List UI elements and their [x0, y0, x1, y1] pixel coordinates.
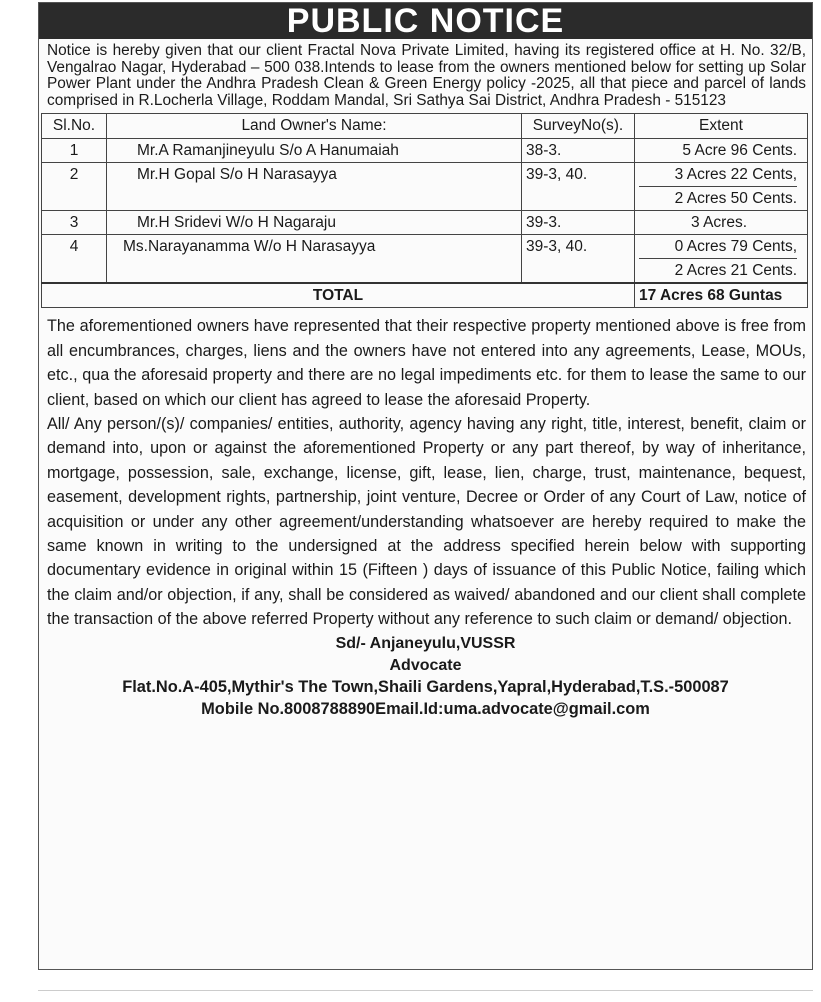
table-row: [42, 235, 808, 284]
cell-extent: [635, 139, 808, 163]
cell-survey-no: 39-3, 40.: [522, 235, 635, 284]
cell-sl-no: 4: [42, 235, 107, 284]
table-row: [42, 211, 808, 235]
extent-line: 3 Acres.: [691, 214, 747, 232]
advocate-address: Flat.No.A-405,Mythir's The Town,Shaili Gardens,Yapral,Hyderabad,T.S.-500087: [122, 677, 729, 696]
notice-title: PUBLIC NOTICE: [39, 3, 812, 39]
signature: Sd/- Anjaneyulu,VUSSR: [335, 634, 516, 652]
extent-line: 3 Acres 22 Cents,: [639, 163, 797, 187]
cell-extent: [635, 211, 808, 235]
table-row: [42, 163, 808, 211]
extent-line: 2 Acres 50 Cents.: [674, 190, 797, 208]
cell-sl-no: 3: [42, 211, 107, 235]
cell-extent: [635, 235, 808, 284]
extent-line: 2 Acres 21 Cents.: [674, 262, 797, 280]
total-label: TOTAL: [42, 283, 635, 308]
cell-survey-no: 39-3, 40.: [522, 163, 635, 211]
representation-paragraph: The aforementioned owners have represented that their respective property mentioned above is free from all encumbrances, charges, liens and the owners have not entered into any agreements, Lease, MOUs, etc., qua the aforesaid property and there are no legal impediments etc. for them to lease the same to our client, based on which our client has agreed to lease the aforesaid Property.: [47, 317, 806, 409]
table-row: [42, 139, 808, 163]
extent-line: 5 Acre 96 Cents.: [682, 142, 797, 160]
claims-paragraph: All/ Any person/(s)/ companies/ entities, authority, agency having any right, title, interest, benefit, claim or demand into, upon or against the aforementioned Property or any part thereof, by way of inheritance, mortgage, possession, sale, exchange, license, gift, lease, lien, charge, trust, maintenance, bequest, easement, development rights, partnership, joint venture, Decree or Order of any Court of Law, notice of acquisition or under any other agreement/understanding whatsoever are hereby required to make the same known in writing to the undersigned at the address specified herein below with supporting documentary evidence in original within 15 (Fifteen ) days of issuance of this Public Notice, failing which the claim and/or objection, if any, shall be considered as waived/ abandoned and our client shall complete the transaction of the above referred Property without any reference to such claim or demand/ objection.: [47, 415, 806, 629]
extent-line: 0 Acres 79 Cents,: [639, 235, 797, 259]
total-value: 17 Acres 68 Guntas: [635, 283, 808, 308]
header-owner-name: Land Owner's Name:: [107, 114, 522, 139]
advocate-contact: Mobile No.8008788890Email.Id:uma.advocate@gmail.com: [201, 699, 650, 718]
cell-owner-name: Mr.H Sridevi W/o H Nagaraju: [107, 211, 522, 235]
notice-body: [39, 308, 812, 631]
bottom-divider: [38, 990, 813, 991]
cell-sl-no: 2: [42, 163, 107, 211]
designation: Advocate: [389, 656, 462, 674]
cell-survey-no: 38-3.: [522, 139, 635, 163]
notice-intro: Notice is hereby given that our client Fractal Nova Private Limited, having its registered office at H. No. 32/B, Vengalrao Nagar, Hyderabad – 500 038.Intends to lease from the owners mentioned below for setting up Solar Power Plant under the Andhra Pradesh Clean & Green Energy policy -2025, all that piece and parcel of lands comprised in R.Locherla Village, Roddam Mandal, Sri Sathya Sai District, Andhra Pradesh - 515123: [47, 42, 806, 109]
land-owners-table: [41, 113, 808, 308]
cell-owner-name: Ms.Narayanamma W/o H Narasayya: [107, 235, 522, 284]
table-header-row: [42, 114, 808, 139]
total-row: [42, 283, 808, 308]
cell-owner-name: Mr.A Ramanjineyulu S/o A Hanumaiah: [107, 139, 522, 163]
cell-owner-name: Mr.H Gopal S/o H Narasayya: [107, 163, 522, 211]
public-notice: [38, 2, 813, 970]
cell-extent: [635, 163, 808, 211]
header-survey-no: SurveyNo(s).: [522, 114, 635, 139]
cell-survey-no: 39-3.: [522, 211, 635, 235]
cell-sl-no: 1: [42, 139, 107, 163]
header-extent: Extent: [635, 114, 808, 139]
header-sl-no: Sl.No.: [42, 114, 107, 139]
